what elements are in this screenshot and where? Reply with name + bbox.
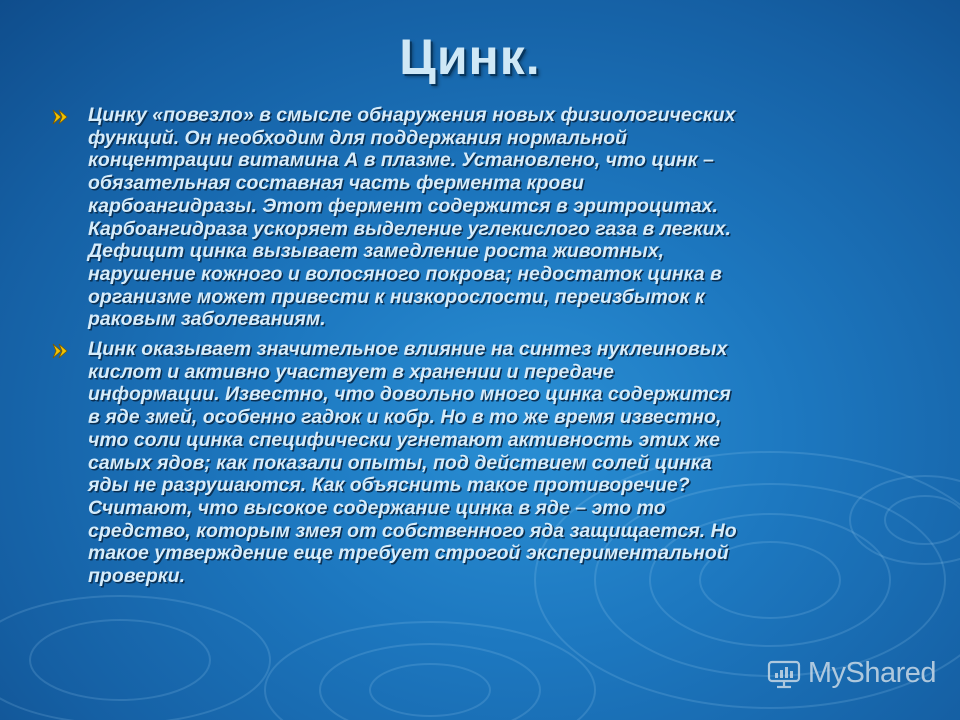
presentation-board-icon bbox=[766, 659, 802, 689]
watermark bbox=[766, 657, 936, 690]
bullet-item bbox=[52, 338, 904, 588]
watermark-text: MyShared bbox=[807, 657, 936, 689]
arrow-bullet-icon bbox=[52, 109, 70, 125]
bullet-text: Цинку «повезло» в смысле обнаружения новых физиологических функций. Он необходим для поддержания нормальной концентрации витамина А в плазме. Установлено, что цинк – обязательная составная часть фермента крови карбоангидразы. Этот фермент содержится в эритроцитах. Карбоангидраза ускоряет выделение углекислого газа в легких. Дефицит цинка вызывает замедление роста животных, нарушение кожного и волосяного покрова; недостаток цинка в организме может привести к низкорослости, переизбыток к раковым заболеваниям. bbox=[88, 104, 736, 331]
bullet-item bbox=[52, 104, 904, 331]
bullet-text: Цинк оказывает значительное влияние на синтез нуклеиновых кислот и активно участвует в хранении и передаче информации. Известно, что довольно много цинка содержится в яде змей, особенно гадюк и кобр. Но в то же время известно, что соли цинка специфически угнетают активность этих же самых ядов; как показали опыты, под действием солей цинка яды не разрушаются. Как объяснить такое противоречие? Считают, что высокое содержание цинка в яде – это то средство, которым змея от собственного яда защищается. Но такое утверждение еще требует строгой экспериментальной проверки. bbox=[88, 338, 737, 588]
slide-title: Цинк. bbox=[399, 29, 541, 85]
arrow-bullet-icon bbox=[52, 343, 70, 359]
bullet-list bbox=[52, 104, 904, 595]
